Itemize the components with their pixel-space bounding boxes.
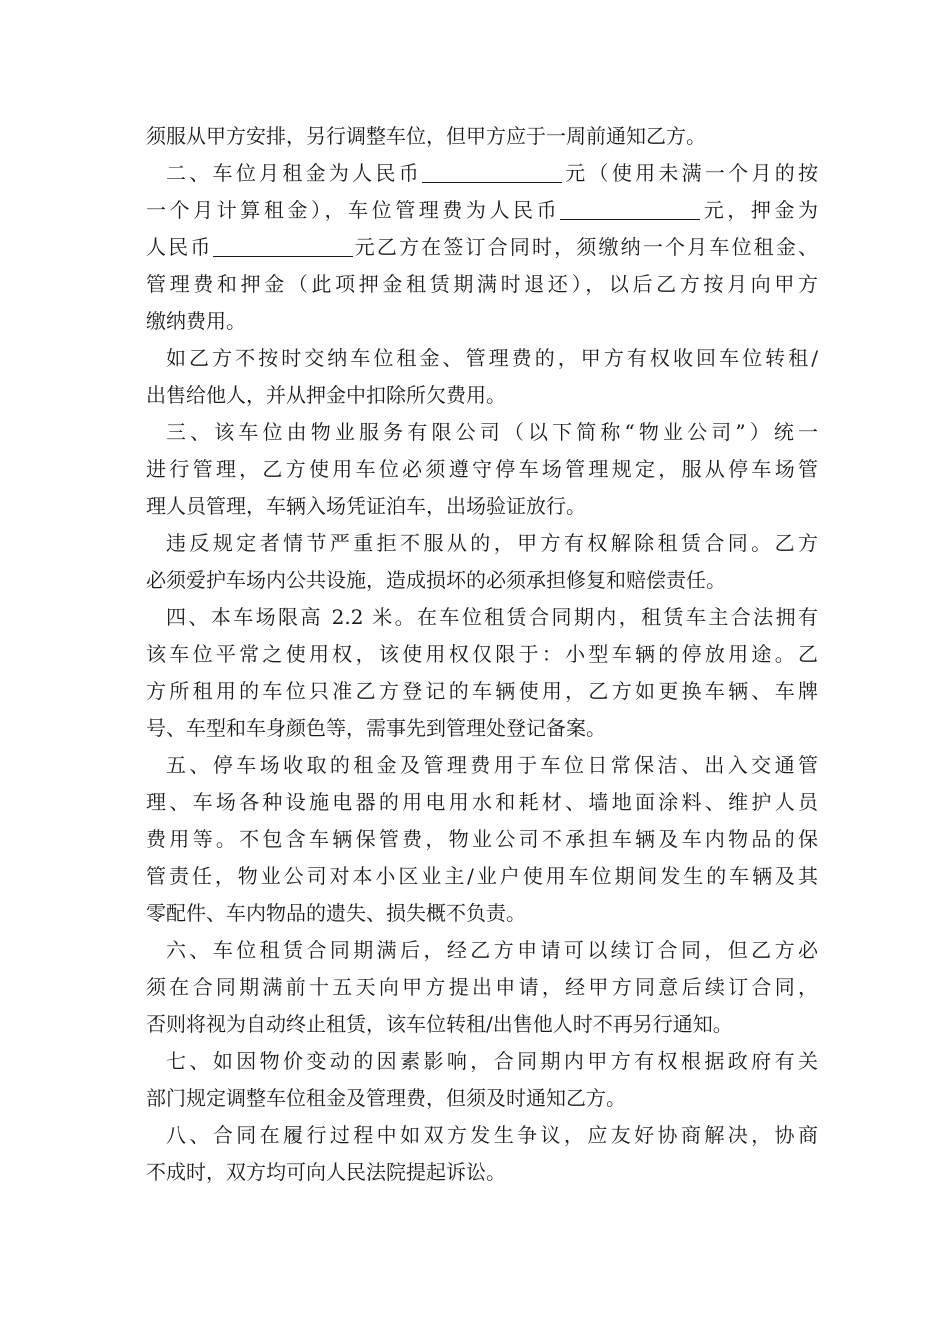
text-line bbox=[146, 155, 818, 192]
paragraph-violation bbox=[146, 525, 818, 599]
paragraph-clause-7 bbox=[146, 1043, 818, 1117]
text-segment: 人民币 bbox=[146, 235, 213, 259]
text-line: 费用等。不包含车辆保管费，物业公司不承担车辆及车内物品的保 bbox=[146, 827, 818, 851]
text-line: 缴纳费用。 bbox=[146, 309, 246, 333]
text-line: 须在合同期满前十五天向甲方提出申请，经甲方同意后续订合同， bbox=[146, 975, 818, 999]
paragraph-clause-6 bbox=[146, 932, 818, 1043]
paragraph-1-tail bbox=[146, 118, 818, 155]
text-line: 五、停车场收取的租金及管理费用于车位日常保洁、出入交通管 bbox=[166, 753, 818, 777]
text-line: 进行管理，乙方使用车位必须遵守停车场管理规定，服从停车场管 bbox=[146, 457, 818, 481]
paragraph-late-payment bbox=[146, 340, 818, 414]
text-segment: 一个月计算租金），车位管理费为人民币 bbox=[146, 198, 561, 222]
text-line bbox=[146, 192, 818, 229]
text-line: 六、车位租赁合同期满后，经乙方申请可以续订合同，但乙方必 bbox=[166, 938, 818, 962]
paragraph-clause-8 bbox=[146, 1117, 818, 1191]
fill-blank-rent[interactable] bbox=[422, 160, 562, 183]
text-segment: 元乙方在签订合同时，须缴纳一个月车位租金、 bbox=[352, 235, 818, 259]
text-line: 否则将视为自动终止租赁，该车位转租/出售他人时不再另行通知。 bbox=[146, 1012, 733, 1036]
text-line: 违反规定者情节严重拒不服从的，甲方有权解除租赁合同。乙方 bbox=[166, 531, 818, 555]
text-line: 如乙方不按时交纳车位租金、管理费的，甲方有权收回车位转租/ bbox=[166, 346, 818, 370]
text-line: 号、车型和车身颜色等，需事先到管理处登记备案。 bbox=[146, 716, 606, 740]
text-line: 管理费和押金（此项押金租赁期满时退还），以后乙方按月向甲方 bbox=[146, 272, 818, 296]
text-line: 七、如因物价变动的因素影响，合同期内甲方有权根据政府有关 bbox=[166, 1049, 818, 1073]
fill-blank-management-fee[interactable] bbox=[560, 197, 700, 220]
document-page bbox=[146, 118, 818, 1191]
paragraph-clause-4 bbox=[146, 599, 818, 747]
text-line: 管责任，物业公司对本小区业主/业户使用车位期间发生的车辆及其 bbox=[146, 864, 818, 888]
text-line: 理人员管理，车辆入场凭证泊车，出场验证放行。 bbox=[146, 494, 586, 518]
text-segment: 二、车位月租金为人民币 bbox=[166, 161, 422, 185]
fill-blank-deposit[interactable] bbox=[213, 234, 353, 257]
text-line: 出售给他人，并从押金中扣除所欠费用。 bbox=[146, 383, 506, 407]
text-line: 方所租用的车位只准乙方登记的车辆使用，乙方如更换车辆、车牌 bbox=[146, 679, 818, 703]
paragraph-clause-3 bbox=[146, 414, 818, 525]
text-line: 八、合同在履行过程中如双方发生争议，应友好协商解决，协商 bbox=[166, 1123, 818, 1147]
text-line: 三、该车位由物业服务有限公司（以下简称“物业公司”）统一 bbox=[166, 420, 818, 444]
text-line: 须服从甲方安排，另行调整车位，但甲方应于一周前通知乙方。 bbox=[146, 124, 706, 148]
text-line: 零配件、车内物品的遗失、损失概不负责。 bbox=[146, 901, 526, 925]
text-segment: 元（使用未满一个月的按 bbox=[562, 161, 818, 185]
text-line: 不成时，双方均可向人民法院提起诉讼。 bbox=[146, 1160, 506, 1184]
text-segment: 元，押金为 bbox=[700, 198, 818, 222]
text-line bbox=[146, 229, 818, 266]
text-line: 部门规定调整车位租金及管理费，但须及时通知乙方。 bbox=[146, 1086, 626, 1110]
text-line: 四、本车场限高 2.2 米。在车位租赁合同期内，租赁车主合法拥有 bbox=[166, 605, 818, 629]
text-line: 理、车场各种设施电器的用电用水和耗材、墙地面涂料、维护人员 bbox=[146, 790, 818, 814]
paragraph-rent-clause bbox=[146, 155, 818, 340]
text-line: 必须爱护车场内公共设施，造成损坏的必须承担修复和赔偿责任。 bbox=[146, 568, 726, 592]
text-line: 该车位平常之使用权，该使用权仅限于：小型车辆的停放用途。乙 bbox=[146, 642, 818, 666]
paragraph-clause-5 bbox=[146, 747, 818, 932]
